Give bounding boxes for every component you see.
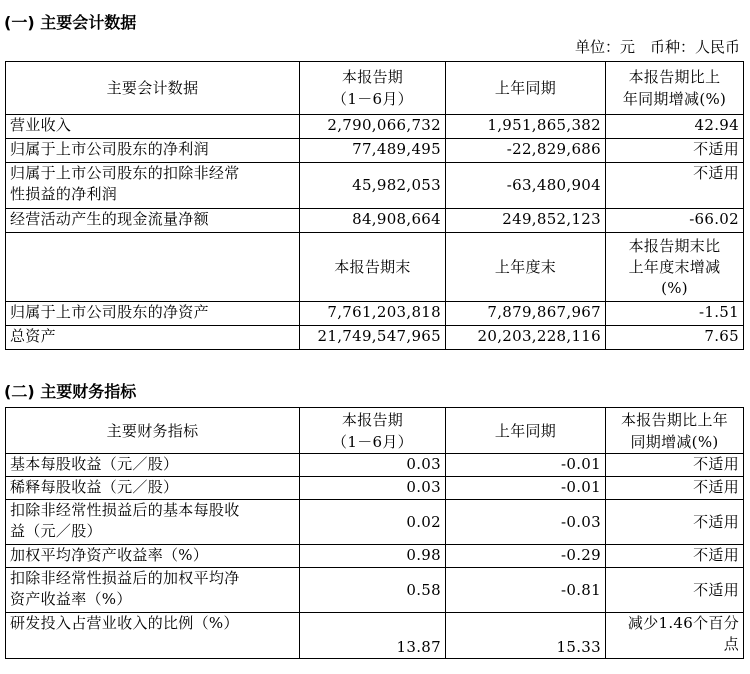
header-cell: 本报告期比上 年同期增减(%) xyxy=(606,62,744,115)
table-row xyxy=(6,545,744,568)
cell-current: 0.03 xyxy=(300,477,446,500)
table-row xyxy=(6,500,744,545)
row-label: 扣除非经常性损益后的加权平均净 资产收益率（%） xyxy=(6,568,300,613)
currency-unit: 单位：元 币种：人民币 xyxy=(574,38,740,56)
cell-current: 13.87 xyxy=(300,613,446,659)
row-label: 研发投入占营业收入的比例（%） xyxy=(6,613,300,659)
cell-prior: -63,480,904 xyxy=(446,163,606,209)
header-cell: 本报告期 （1－6月） xyxy=(300,62,446,115)
cell-current: 84,908,664 xyxy=(300,209,446,233)
cell-prior: 7,879,867,967 xyxy=(446,302,606,326)
header-cell: 本报告期末比 上年度末增减 (%) xyxy=(606,233,744,302)
cell-current: 0.98 xyxy=(300,545,446,568)
cell-prior: 20,203,228,116 xyxy=(446,326,606,350)
table-header-row xyxy=(6,62,744,115)
table-row xyxy=(6,115,744,139)
cell-change: 不适用 xyxy=(606,477,744,500)
cell-prior: -0.01 xyxy=(446,477,606,500)
cell-prior: 249,852,123 xyxy=(446,209,606,233)
cell-current: 2,790,066,732 xyxy=(300,115,446,139)
cell-change: 不适用 xyxy=(606,500,744,545)
cell-change: 42.94 xyxy=(606,115,744,139)
row-label: 总资产 xyxy=(6,326,300,350)
cell-change: -1.51 xyxy=(606,302,744,326)
header-cell: 本报告期末 xyxy=(300,233,446,302)
table-row xyxy=(6,477,744,500)
row-label: 经营活动产生的现金流量净额 xyxy=(6,209,300,233)
row-label: 归属于上市公司股东的扣除非经常 性损益的净利润 xyxy=(6,163,300,209)
cell-change: 不适用 xyxy=(606,139,744,163)
table-subheader-row xyxy=(6,233,744,302)
header-cell: 上年同期 xyxy=(446,62,606,115)
header-cell: 上年同期 xyxy=(446,408,606,454)
row-label: 加权平均净资产收益率（%） xyxy=(6,545,300,568)
table-row xyxy=(6,326,744,350)
cell-prior: -0.01 xyxy=(446,454,606,477)
row-label: 归属于上市公司股东的净利润 xyxy=(6,139,300,163)
table-row xyxy=(6,568,744,613)
cell-current: 0.02 xyxy=(300,500,446,545)
header-cell: 上年度末 xyxy=(446,233,606,302)
row-label: 基本每股收益（元／股） xyxy=(6,454,300,477)
cell-current: 21,749,547,965 xyxy=(300,326,446,350)
cell-current: 0.03 xyxy=(300,454,446,477)
cell-prior: 15.33 xyxy=(446,613,606,659)
row-label: 归属于上市公司股东的净资产 xyxy=(6,302,300,326)
row-label: 营业收入 xyxy=(6,115,300,139)
cell-change: -66.02 xyxy=(606,209,744,233)
cell-change: 不适用 xyxy=(606,454,744,477)
cell-prior: -0.29 xyxy=(446,545,606,568)
row-label: 扣除非经常性损益后的基本每股收 益（元／股） xyxy=(6,500,300,545)
header-cell-empty xyxy=(6,233,300,302)
table-row xyxy=(6,139,744,163)
header-cell: 主要会计数据 xyxy=(6,62,300,115)
cell-change: 不适用 xyxy=(606,568,744,613)
cell-current: 45,982,053 xyxy=(300,163,446,209)
section2-title: (二) 主要财务指标 xyxy=(4,382,137,401)
cell-prior: -0.03 xyxy=(446,500,606,545)
cell-change: 7.65 xyxy=(606,326,744,350)
table-row xyxy=(6,209,744,233)
cell-prior: -0.81 xyxy=(446,568,606,613)
cell-prior: 1,951,865,382 xyxy=(446,115,606,139)
financial-indicators-table xyxy=(5,407,744,659)
accounting-data-table xyxy=(5,61,744,350)
header-cell: 主要财务指标 xyxy=(6,408,300,454)
table-header-row xyxy=(6,408,744,454)
section1-title: (一) 主要会计数据 xyxy=(4,13,137,32)
table-row xyxy=(6,302,744,326)
cell-current: 77,489,495 xyxy=(300,139,446,163)
cell-change: 不适用 xyxy=(606,163,744,209)
cell-change: 减少1.46个百分 点 xyxy=(606,613,744,659)
cell-current: 0.58 xyxy=(300,568,446,613)
header-cell: 本报告期比上年 同期增减(%) xyxy=(606,408,744,454)
row-label: 稀释每股收益（元／股） xyxy=(6,477,300,500)
cell-change: 不适用 xyxy=(606,545,744,568)
cell-prior: -22,829,686 xyxy=(446,139,606,163)
table-row xyxy=(6,163,744,209)
table-row xyxy=(6,613,744,659)
table-row xyxy=(6,454,744,477)
header-cell: 本报告期 （1－6月） xyxy=(300,408,446,454)
cell-current: 7,761,203,818 xyxy=(300,302,446,326)
